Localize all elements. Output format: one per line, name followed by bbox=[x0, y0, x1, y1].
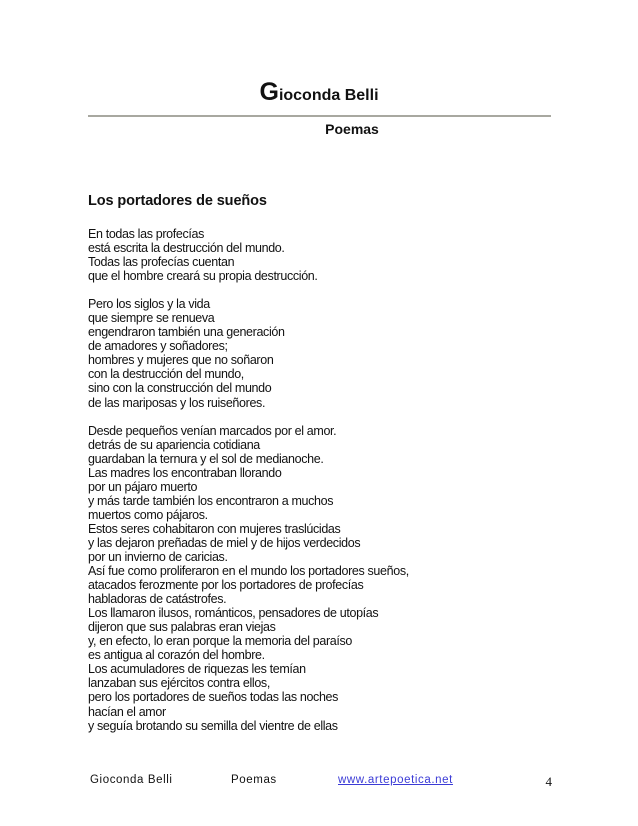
poem-line: y las dejaron preñadas de miel y de hijos verdecidos bbox=[88, 535, 361, 550]
poem-line: Estos seres cohabitaron con mujeres traslúcidas bbox=[88, 521, 341, 536]
page-footer bbox=[90, 774, 552, 790]
poem-line: Desde pequeños venían marcados por el amor. bbox=[88, 423, 337, 438]
poem-line: Los acumuladores de riquezas les temían bbox=[88, 662, 306, 677]
poem-stanza bbox=[88, 424, 558, 733]
poem-line: hacían el amor bbox=[88, 704, 166, 719]
poem-line: por un invierno de caricias. bbox=[88, 549, 228, 564]
poem-line: dijeron que sus palabras eran viejas bbox=[88, 620, 276, 635]
poem-line: por un pájaro muerto bbox=[88, 479, 198, 494]
poem-line: Así fue como proliferaron en el mundo los portadores sueños, bbox=[88, 564, 409, 579]
poem-line: hombres y mujeres que no soñaron bbox=[88, 353, 274, 368]
footer-author: Gioconda Belli bbox=[90, 774, 173, 786]
document-subtitle: Poemas bbox=[325, 121, 379, 137]
poem-line: de amadores y soñadores; bbox=[88, 339, 228, 354]
poem-title: Los portadores de sueños bbox=[88, 193, 267, 209]
poem-line: pero los portadores de sueños todas las noches bbox=[88, 690, 339, 705]
poem-stanza bbox=[88, 227, 558, 283]
poem-line: Todas las profecías cuentan bbox=[88, 255, 235, 270]
poem-line: engendraron también una generación bbox=[88, 325, 285, 340]
poem-line: es antigua al corazón del hombre. bbox=[88, 648, 265, 663]
footer-website-link[interactable]: www.artepoetica.net bbox=[338, 774, 453, 786]
poem-body bbox=[88, 227, 558, 733]
poem-line: guardaban la ternura y el sol de medianoche. bbox=[88, 451, 324, 466]
poem bbox=[88, 193, 558, 747]
poem-line: atacados ferozmente por los portadores de profecías bbox=[88, 578, 364, 593]
author-heading bbox=[88, 78, 550, 107]
poem-line: de las mariposas y los ruiseñores. bbox=[88, 395, 266, 410]
poem-line: y, en efecto, lo eran porque la memoria del paraíso bbox=[88, 634, 353, 649]
poem-line: que el hombre creará su propia destrucción. bbox=[88, 269, 318, 284]
poem-stanza bbox=[88, 297, 558, 409]
poem-line: Pero los siglos y la vida bbox=[88, 297, 210, 312]
author-initial: G bbox=[259, 78, 279, 106]
header-divider bbox=[88, 115, 551, 117]
poem-line: que siempre se renueva bbox=[88, 311, 215, 326]
poem-line: está escrita la destrucción del mundo. bbox=[88, 241, 285, 256]
footer-book-title: Poemas bbox=[231, 774, 277, 786]
author-name-rest: ioconda Belli bbox=[278, 87, 379, 104]
poem-line: lanzaban sus ejércitos contra ellos, bbox=[88, 676, 270, 691]
poem-line: Las madres los encontraban llorando bbox=[88, 465, 282, 480]
poem-line: muertos como pájaros. bbox=[88, 507, 208, 522]
document-header bbox=[88, 78, 550, 107]
page-number: 4 bbox=[545, 774, 552, 789]
poem-line: y seguía brotando su semilla del vientre de ellas bbox=[88, 718, 338, 733]
poem-line: y más tarde también los encontraron a muchos bbox=[88, 493, 334, 508]
poem-line: con la destrucción del mundo, bbox=[88, 367, 244, 382]
poem-line: sino con la construcción del mundo bbox=[88, 381, 272, 396]
poem-line: Los llamaron ilusos, románticos, pensadores de utopías bbox=[88, 606, 379, 621]
poem-line: En todas las profecías bbox=[88, 227, 204, 241]
poem-line: detrás de su apariencia cotidiana bbox=[88, 437, 260, 452]
poem-line: habladoras de catástrofes. bbox=[88, 592, 227, 607]
